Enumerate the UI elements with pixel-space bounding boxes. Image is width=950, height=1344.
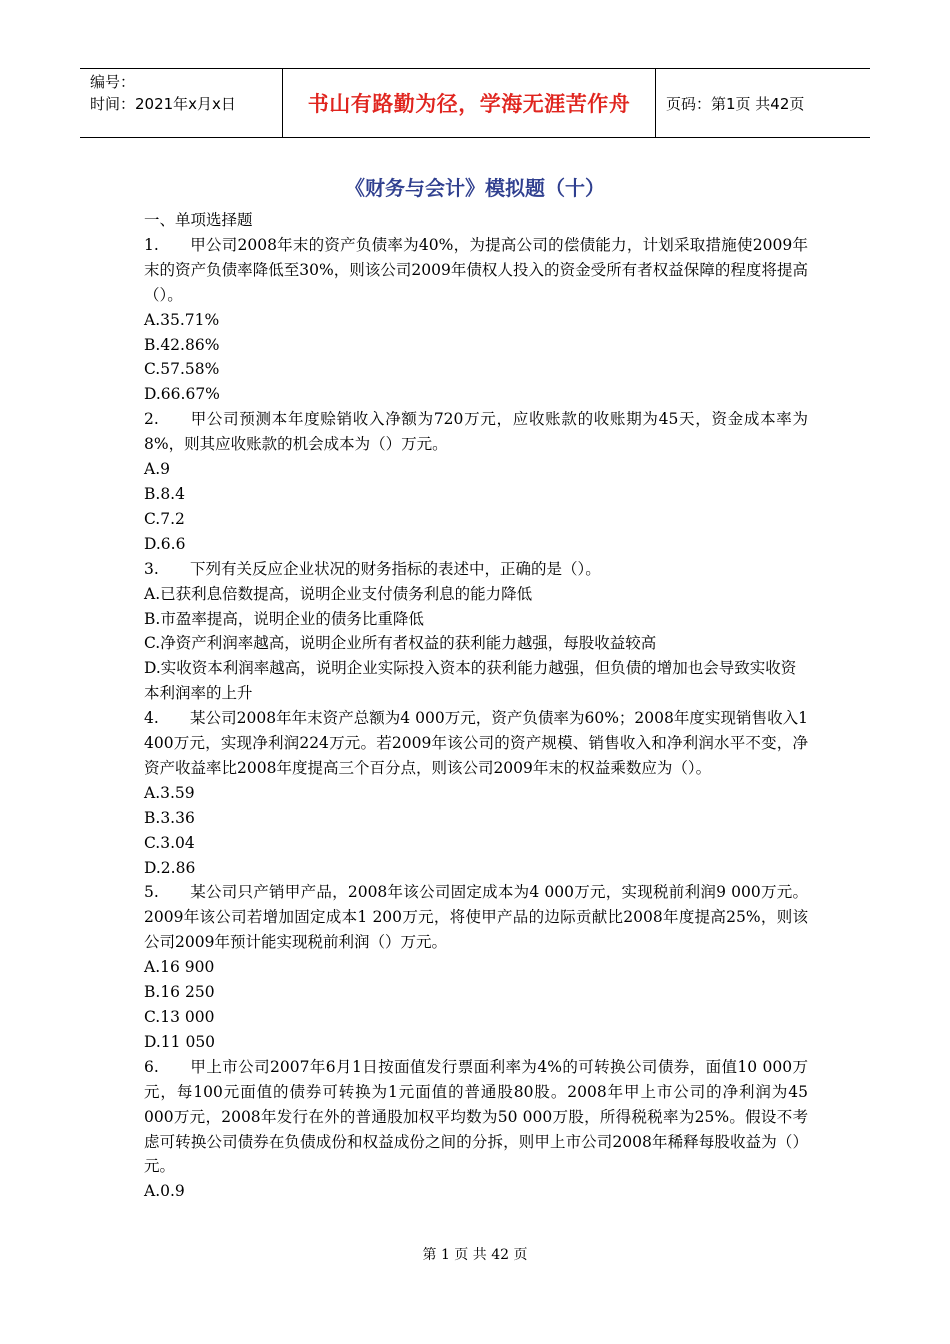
question-4: [144, 706, 808, 781]
option: B.3.36: [144, 808, 195, 827]
question-text: 甲上市公司2007年6月1日按面值发行票面利率为4%的可转换公司债券，面值10 000万元，每100元面值的债券可转换为1元面值的普通股80股。2008年甲上市公司的净利润为45 000万元，2008年发行在外的普通股加权平均数为50 000万股，所得税税率为25%。假设不考虑可转换公司债券在负债成份和权益成份之间的分拆，则甲上市公司2008年稀释每股收益为（）元。: [144, 1057, 808, 1176]
option: D.6.6: [144, 534, 186, 553]
page-header: [80, 68, 870, 138]
option: D.11 050: [144, 1032, 216, 1051]
option: C.57.58%: [144, 360, 220, 379]
option: B.16 250: [144, 983, 215, 1002]
option: C.3.04: [144, 833, 195, 852]
option: D.2.86: [144, 858, 196, 877]
section-heading: 一、单项选择题: [144, 211, 253, 229]
document-title: 《财务与会计》模拟题（十）: [345, 176, 605, 200]
question-text: 甲公司预测本年度赊销收入净额为720万元，应收账款的收账期为45天，资金成本率为8%，则其应收账款的机会成本为（）万元。: [144, 410, 808, 454]
header-meta: [80, 69, 282, 137]
question-text: 甲公司2008年末的资产负债率为40%，为提高公司的偿债能力，计划采取措施使2009年末的资产负债率降低至30%，则该公司2009年债权人投入的资金受所有者权益保障的程度将提高（）。: [144, 235, 808, 304]
option: C.13 000: [144, 1008, 215, 1026]
option: D.66.67%: [144, 385, 220, 404]
question-number: 4.: [144, 709, 159, 728]
option: A.已获利息倍数提高，说明企业支付债务利息的能力降低: [144, 584, 533, 603]
option: D.实收资本利润率越高，说明企业实际投入资本的获利能力越强，但负债的增加也会导致实收资本利润率的上升: [144, 659, 797, 703]
option: A.3.59: [144, 783, 195, 802]
header-page-info-cell: [656, 69, 870, 137]
time-label: 时间：2021年x月x日: [90, 95, 236, 113]
question-text: 某公司只产销甲产品，2008年该公司固定成本为4 000万元，实现税前利润9 000万元。2009年该公司若增加固定成本1 200万元，将使甲产品的边际贡献比2008年度提高25%，则该公司2009年预计能实现税前利润（）万元。: [144, 883, 808, 952]
option: B.42.86%: [144, 335, 220, 354]
question-number: 3.: [144, 559, 159, 578]
question-1: [144, 233, 808, 308]
question-number: 5.: [144, 883, 159, 902]
question-number: 2.: [144, 410, 159, 429]
question-number: 6.: [144, 1057, 159, 1076]
question-2: [144, 407, 808, 457]
question-6: [144, 1055, 808, 1180]
option: A.0.9: [144, 1182, 185, 1201]
question-5: [144, 880, 808, 955]
option: C.净资产利润率越高，说明企业所有者权益的获利能力越强，每股收益较高: [144, 634, 657, 653]
motto: 书山有路勤为径，学海无涯苦作舟: [307, 92, 631, 116]
question-number: 1.: [144, 235, 159, 254]
page-footer: 第 1 页 共 42 页: [422, 1247, 528, 1263]
page-info: 页码：第1页 共42页: [666, 94, 805, 113]
question-3: [144, 557, 808, 582]
option: A.16 900: [144, 958, 215, 977]
option: A.9: [144, 460, 170, 479]
option: B.8.4: [144, 484, 185, 503]
option: A.35.71%: [144, 310, 220, 329]
header-motto-cell: [282, 69, 656, 137]
document-body: [144, 208, 808, 1204]
code-label: 编号：: [90, 73, 136, 91]
option: C.7.2: [144, 509, 185, 528]
question-text: 某公司2008年年末资产总额为4 000万元，资产负债率为60%；2008年度实现销售收入1 400万元，实现净利润224万元。若2009年该公司的资产规模、销售收入和净利润水平不变，净资产收益率比2008年度提高三个百分点，则该公司2009年末的权益乘数应为（）。: [144, 709, 808, 777]
question-text: 下列有关反应企业状况的财务指标的表述中，正确的是（）。: [190, 559, 601, 578]
option: B.市盈率提高，说明企业的债务比重降低: [144, 609, 424, 628]
